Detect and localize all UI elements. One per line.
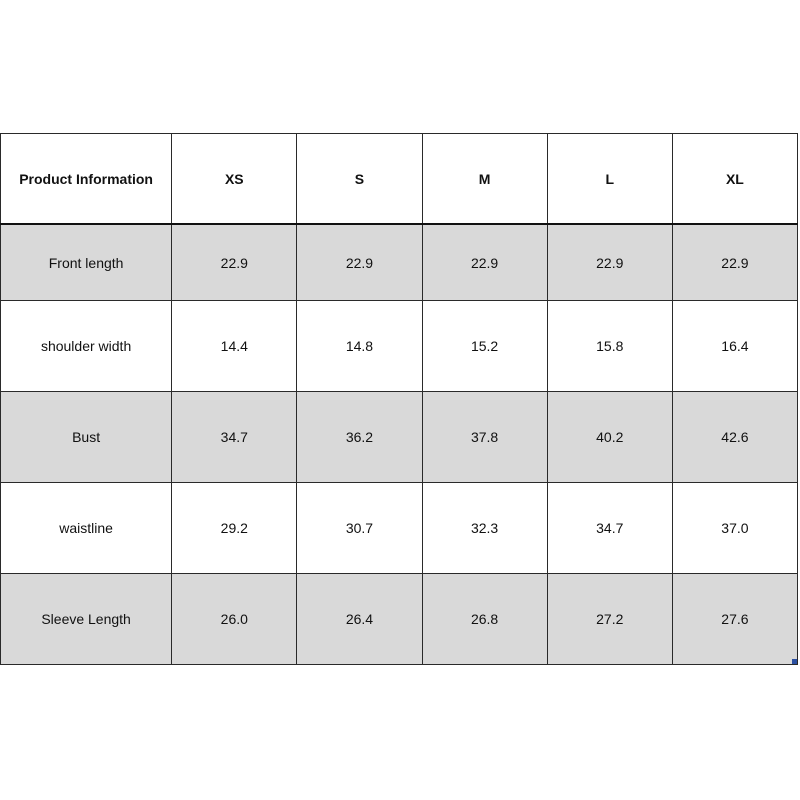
table-cell: 26.8 [422,574,547,665]
table-cell: 42.6 [672,392,797,483]
header-row [1,134,798,225]
table-cell: 15.2 [422,301,547,392]
table-row [1,483,798,574]
size-header-m: M [422,134,547,225]
table-row [1,301,798,392]
header-label: Product Information [1,134,172,225]
table-cell: 32.3 [422,483,547,574]
table-cell: 22.9 [422,224,547,301]
table-cell: 36.2 [297,392,422,483]
row-label: Sleeve Length [1,574,172,665]
table-cell: 26.0 [172,574,297,665]
table-row [1,224,798,301]
table-row [1,392,798,483]
table-cell: 22.9 [547,224,672,301]
table-cell: 30.7 [297,483,422,574]
resize-handle-icon [792,659,797,664]
table-cell: 16.4 [672,301,797,392]
table-cell: 29.2 [172,483,297,574]
table-cell: 27.2 [547,574,672,665]
table-cell: 26.4 [297,574,422,665]
row-label: shoulder width [1,301,172,392]
table-cell: 15.8 [547,301,672,392]
table-cell: 37.0 [672,483,797,574]
table-cell: 40.2 [547,392,672,483]
table-cell: 27.6 [672,574,797,665]
table-cell: 14.4 [172,301,297,392]
row-label: Front length [1,224,172,301]
size-header-s: S [297,134,422,225]
size-header-l: L [547,134,672,225]
table-cell: 22.9 [172,224,297,301]
table-cell: 22.9 [297,224,422,301]
size-chart-table [0,133,798,665]
row-label: Bust [1,392,172,483]
size-header-xl: XL [672,134,797,225]
table-cell: 34.7 [547,483,672,574]
table-cell: 22.9 [672,224,797,301]
row-label: waistline [1,483,172,574]
table-cell: 14.8 [297,301,422,392]
table-row [1,574,798,665]
table-cell: 34.7 [172,392,297,483]
table-cell: 37.8 [422,392,547,483]
size-header-xs: XS [172,134,297,225]
